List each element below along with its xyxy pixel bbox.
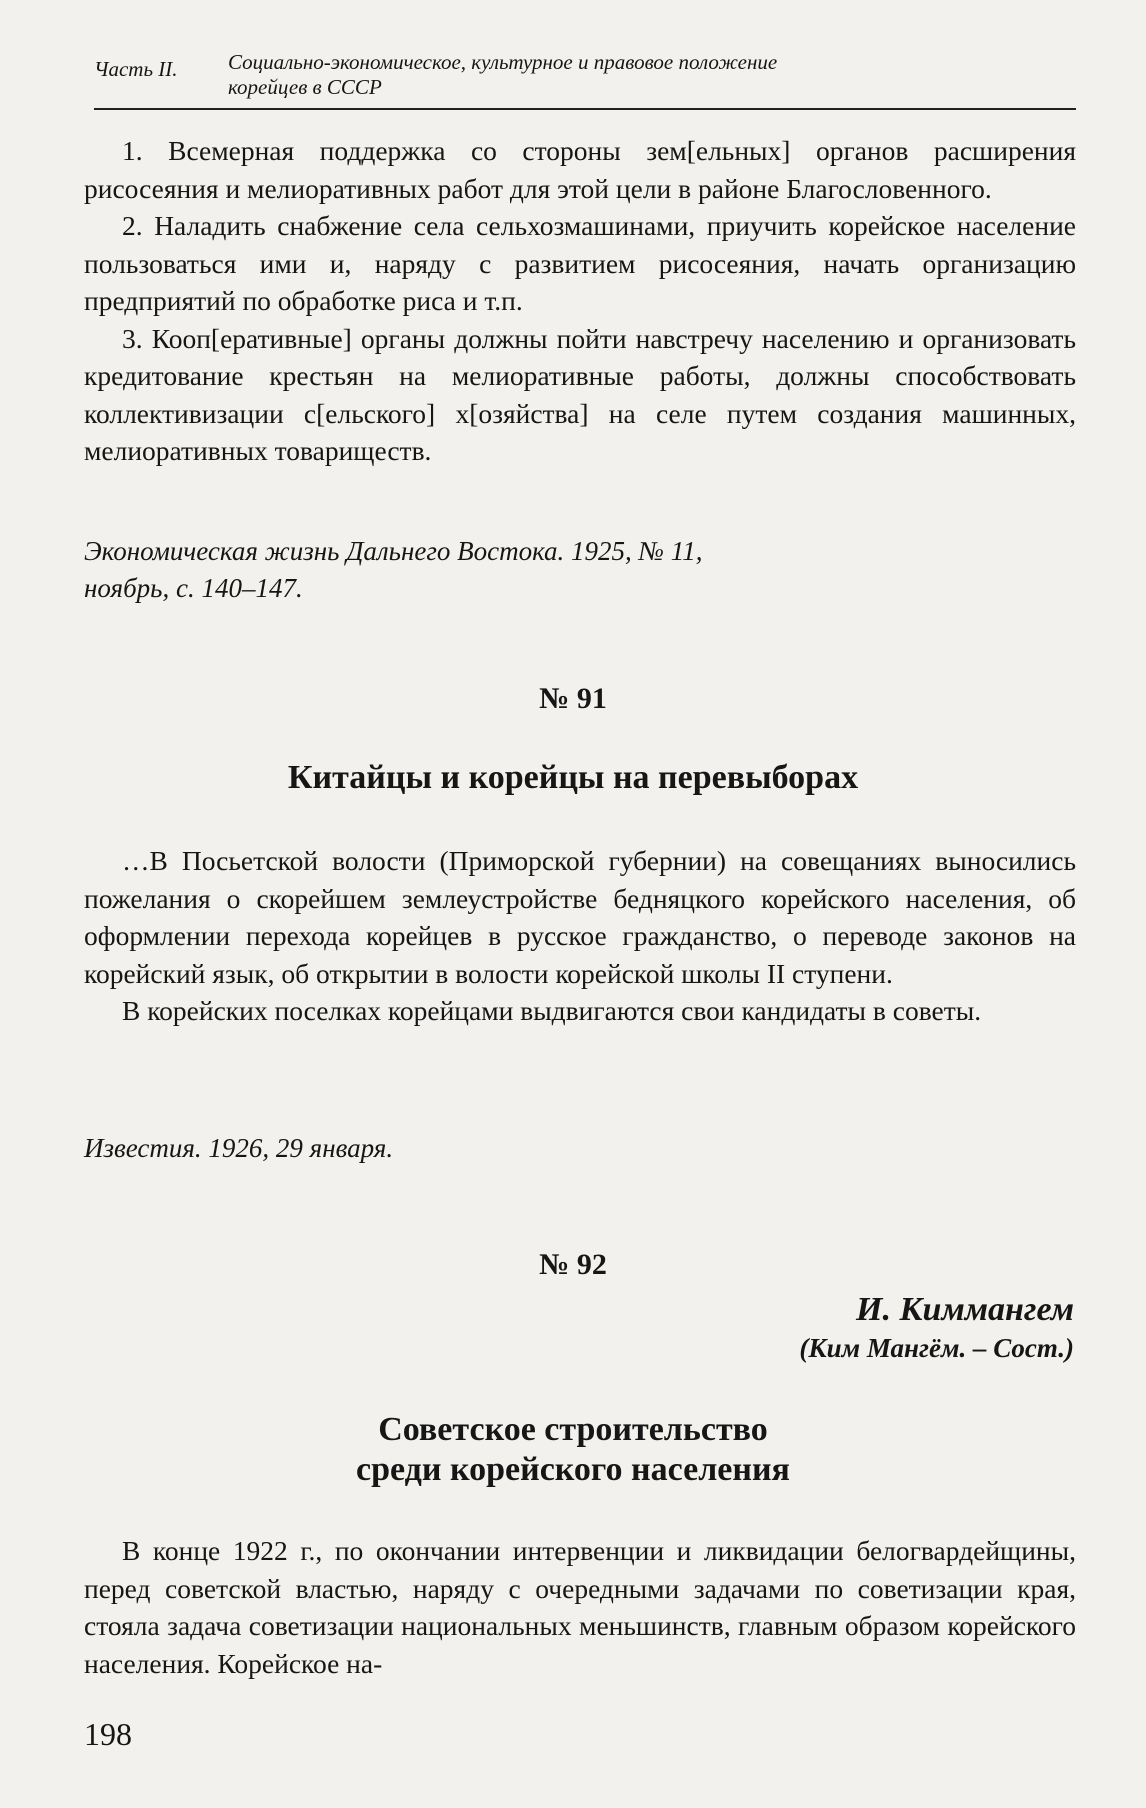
header-title bbox=[228, 50, 988, 100]
document-title-91: Китайцы и корейцы на перевыборах bbox=[287, 759, 859, 796]
source-line-1: Экономическая жизнь Дальнего Востока. 1925, № 11, bbox=[84, 536, 703, 566]
page-number: 198 bbox=[84, 1716, 132, 1752]
paragraph: В конце 1922 г., по окончании интервенции и ликвидации белогвардейщины, перед советской властью, наряду с очередными задачами по советизации края, стояла задача советизации национальных меньшинств, главным образом корейского населения. Корейское на- bbox=[84, 1535, 1076, 1679]
author-name: И. Киммангем bbox=[856, 1291, 1074, 1328]
title-line-1: Советское строительство bbox=[378, 1411, 768, 1448]
paragraph: 3. Кооп[еративные] органы должны пойти навстречу населению и организовать кредитование крестьян на мелиоративные работы, должны способствовать коллективизации с[ельского] х[озяйства] на селе путем создания машинных, мелиоративных товариществ. bbox=[84, 322, 1076, 466]
header-title-line-1: Социально-экономическое, культурное и правовое положение bbox=[228, 50, 778, 74]
paragraph: 1. Всемерная поддержка со стороны зем[ельных] органов расширения рисосеяния и мелиоративных работ для этой цели в районе Благословенного. bbox=[84, 135, 1076, 204]
intro-source bbox=[84, 533, 984, 607]
document-91-source bbox=[84, 1130, 984, 1167]
title-line-2: среди корейского населения bbox=[356, 1451, 790, 1488]
header-part: Часть II. bbox=[94, 57, 178, 81]
paragraph: 2. Наладить снабжение села сельхозмашинами, приучить корейское население пользоваться ими и, наряду с развитием рисосеяния, начать организацию предприятий по обработке риса и т.п. bbox=[84, 210, 1076, 316]
paragraph: …В Посьетской волости (Приморской губернии) на совещаниях выносились пожелания о скорейшем землеустройстве бедняцкого корейского населения, об оформлении перехода корейцев в русское гражданство, о переводе законов на корейский язык, об открытии в волости корейской школы II ступени. bbox=[84, 845, 1076, 989]
paragraph: В корейских поселках корейцами выдвигаются свои кандидаты в советы. bbox=[122, 995, 982, 1026]
document-title-92 bbox=[0, 1410, 1146, 1490]
document-number-91: № 91 bbox=[539, 682, 607, 715]
intro-text bbox=[84, 132, 1076, 470]
document-91-text bbox=[84, 842, 1076, 1030]
source-line: Известия. 1926, 29 января. bbox=[84, 1133, 394, 1163]
document-number-92: № 92 bbox=[539, 1248, 607, 1281]
document-92-author bbox=[799, 1290, 1074, 1366]
header-title-line-2: корейцев в СССР bbox=[228, 75, 382, 99]
running-header bbox=[94, 50, 1076, 110]
document-92-text bbox=[84, 1532, 1076, 1682]
source-line-2: ноябрь, с. 140–147. bbox=[84, 573, 303, 603]
author-note: (Ким Мангём. – Сост.) bbox=[799, 1333, 1074, 1363]
